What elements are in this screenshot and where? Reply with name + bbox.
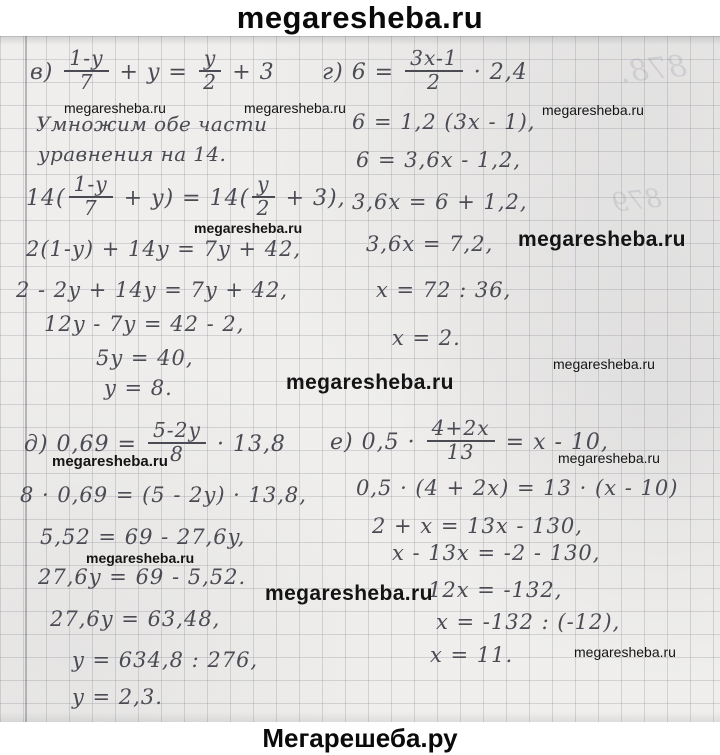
- equation-line: е) 0,5 · $\frac{4+2x}{13}$ = x - 10,: [330, 416, 609, 464]
- watermark: megaresheba.ru: [542, 102, 644, 118]
- site-title-bottom: Мегарешеба.ру: [262, 723, 458, 753]
- fraction: $\frac{3x-1}{2}$: [405, 48, 463, 94]
- watermark: megaresheba.ru: [553, 356, 655, 372]
- fraction: $\frac{1-y}{7}$: [64, 48, 108, 94]
- equation-line: y = 634,8 : 276,: [72, 648, 259, 672]
- equation-line: 3,6x = 7,2,: [366, 232, 494, 256]
- watermark: megaresheba.ru: [52, 453, 168, 470]
- watermark: megaresheba.ru: [574, 644, 676, 660]
- equation-line: x = 2.: [392, 326, 461, 350]
- equation-line: 3,6x = 6 + 1,2,: [352, 190, 528, 214]
- solution-text-line: Умножим обе части: [36, 112, 268, 136]
- equation-line: 6 = 1,2 (3x - 1),: [352, 110, 536, 134]
- site-title-top: megaresheba.ru: [236, 0, 484, 35]
- top-banner: [0, 0, 720, 36]
- equation-line: 8 · 0,69 = (5 - 2y) · 13,8,: [20, 483, 307, 507]
- watermark: megaresheba.ru: [244, 100, 346, 116]
- notebook-photo: [0, 36, 720, 722]
- equation-line: 0,5 · (4 + 2x) = 13 · (x - 10): [356, 476, 679, 500]
- equation-line: 12x = -132,: [428, 578, 563, 602]
- equation-line: y = 2,3.: [72, 685, 163, 709]
- equation-line: 2 - 2y + 14y = 7y + 42,: [16, 278, 289, 302]
- watermark: megaresheba.ru: [64, 100, 166, 116]
- equation-line: 27,6y = 63,48,: [50, 607, 221, 631]
- equation-line: x = -132 : (-12),: [436, 610, 621, 634]
- equation-line: 12y - 7y = 42 - 2,: [44, 312, 245, 336]
- equation-line: д) 0,69 = $\frac{5-2y}{8}$ · 13,8: [24, 418, 286, 466]
- equation-line: 2(1-y) + 14y = 7y + 42,: [26, 237, 302, 261]
- fraction: $\frac{4+2x}{13}$: [427, 418, 495, 464]
- margin-line: [25, 36, 27, 722]
- equation-line: 5y = 40,: [96, 346, 194, 370]
- watermark: megaresheba.ru: [86, 550, 195, 566]
- equation-line: y = 8.: [104, 376, 173, 400]
- equation-line: x = 11.: [430, 643, 514, 667]
- watermark: megaresheba.ru: [286, 371, 454, 394]
- watermark: megaresheba.ru: [265, 582, 433, 605]
- fraction: $\frac{1-y}{7}$: [69, 174, 113, 220]
- equation-line: x - 13x = -2 - 130,: [392, 541, 601, 565]
- bleedthrough-text: 878.: [618, 48, 689, 91]
- equation-line: 14( $\frac{1-y}{7}$ + y) = 14( $\frac{y}{2}$ + 3),: [26, 172, 346, 220]
- equation-line: 2 + x = 13x - 130,: [372, 514, 583, 538]
- watermark: megaresheba.ru: [558, 450, 660, 466]
- equation-line: 27,6y = 69 - 5,52.: [38, 565, 247, 589]
- fraction: $\frac{5-2y}{8}$: [148, 420, 206, 466]
- equation-line: 5,52 = 69 - 27,6y,: [40, 525, 246, 549]
- equation-line: в) $\frac{1-y}{7}$ + y = $\frac{y}{2}$ + 3: [30, 46, 275, 94]
- fraction: $\frac{y}{2}$: [252, 174, 274, 220]
- bleedthrough-text: 879: [610, 183, 664, 219]
- equation-line: 6 = 3,6x - 1,2,: [356, 148, 522, 172]
- solution-text-line: уравнения на 14.: [38, 142, 227, 166]
- equation-line: г) 6 = $\frac{3x-1}{2}$ · 2,4: [322, 46, 528, 94]
- fraction: $\frac{y}{2}$: [199, 48, 221, 94]
- watermark: megaresheba.ru: [518, 228, 686, 251]
- watermark: megaresheba.ru: [194, 220, 303, 236]
- equation-line: x = 72 : 36,: [376, 278, 512, 302]
- bottom-banner: [0, 722, 720, 755]
